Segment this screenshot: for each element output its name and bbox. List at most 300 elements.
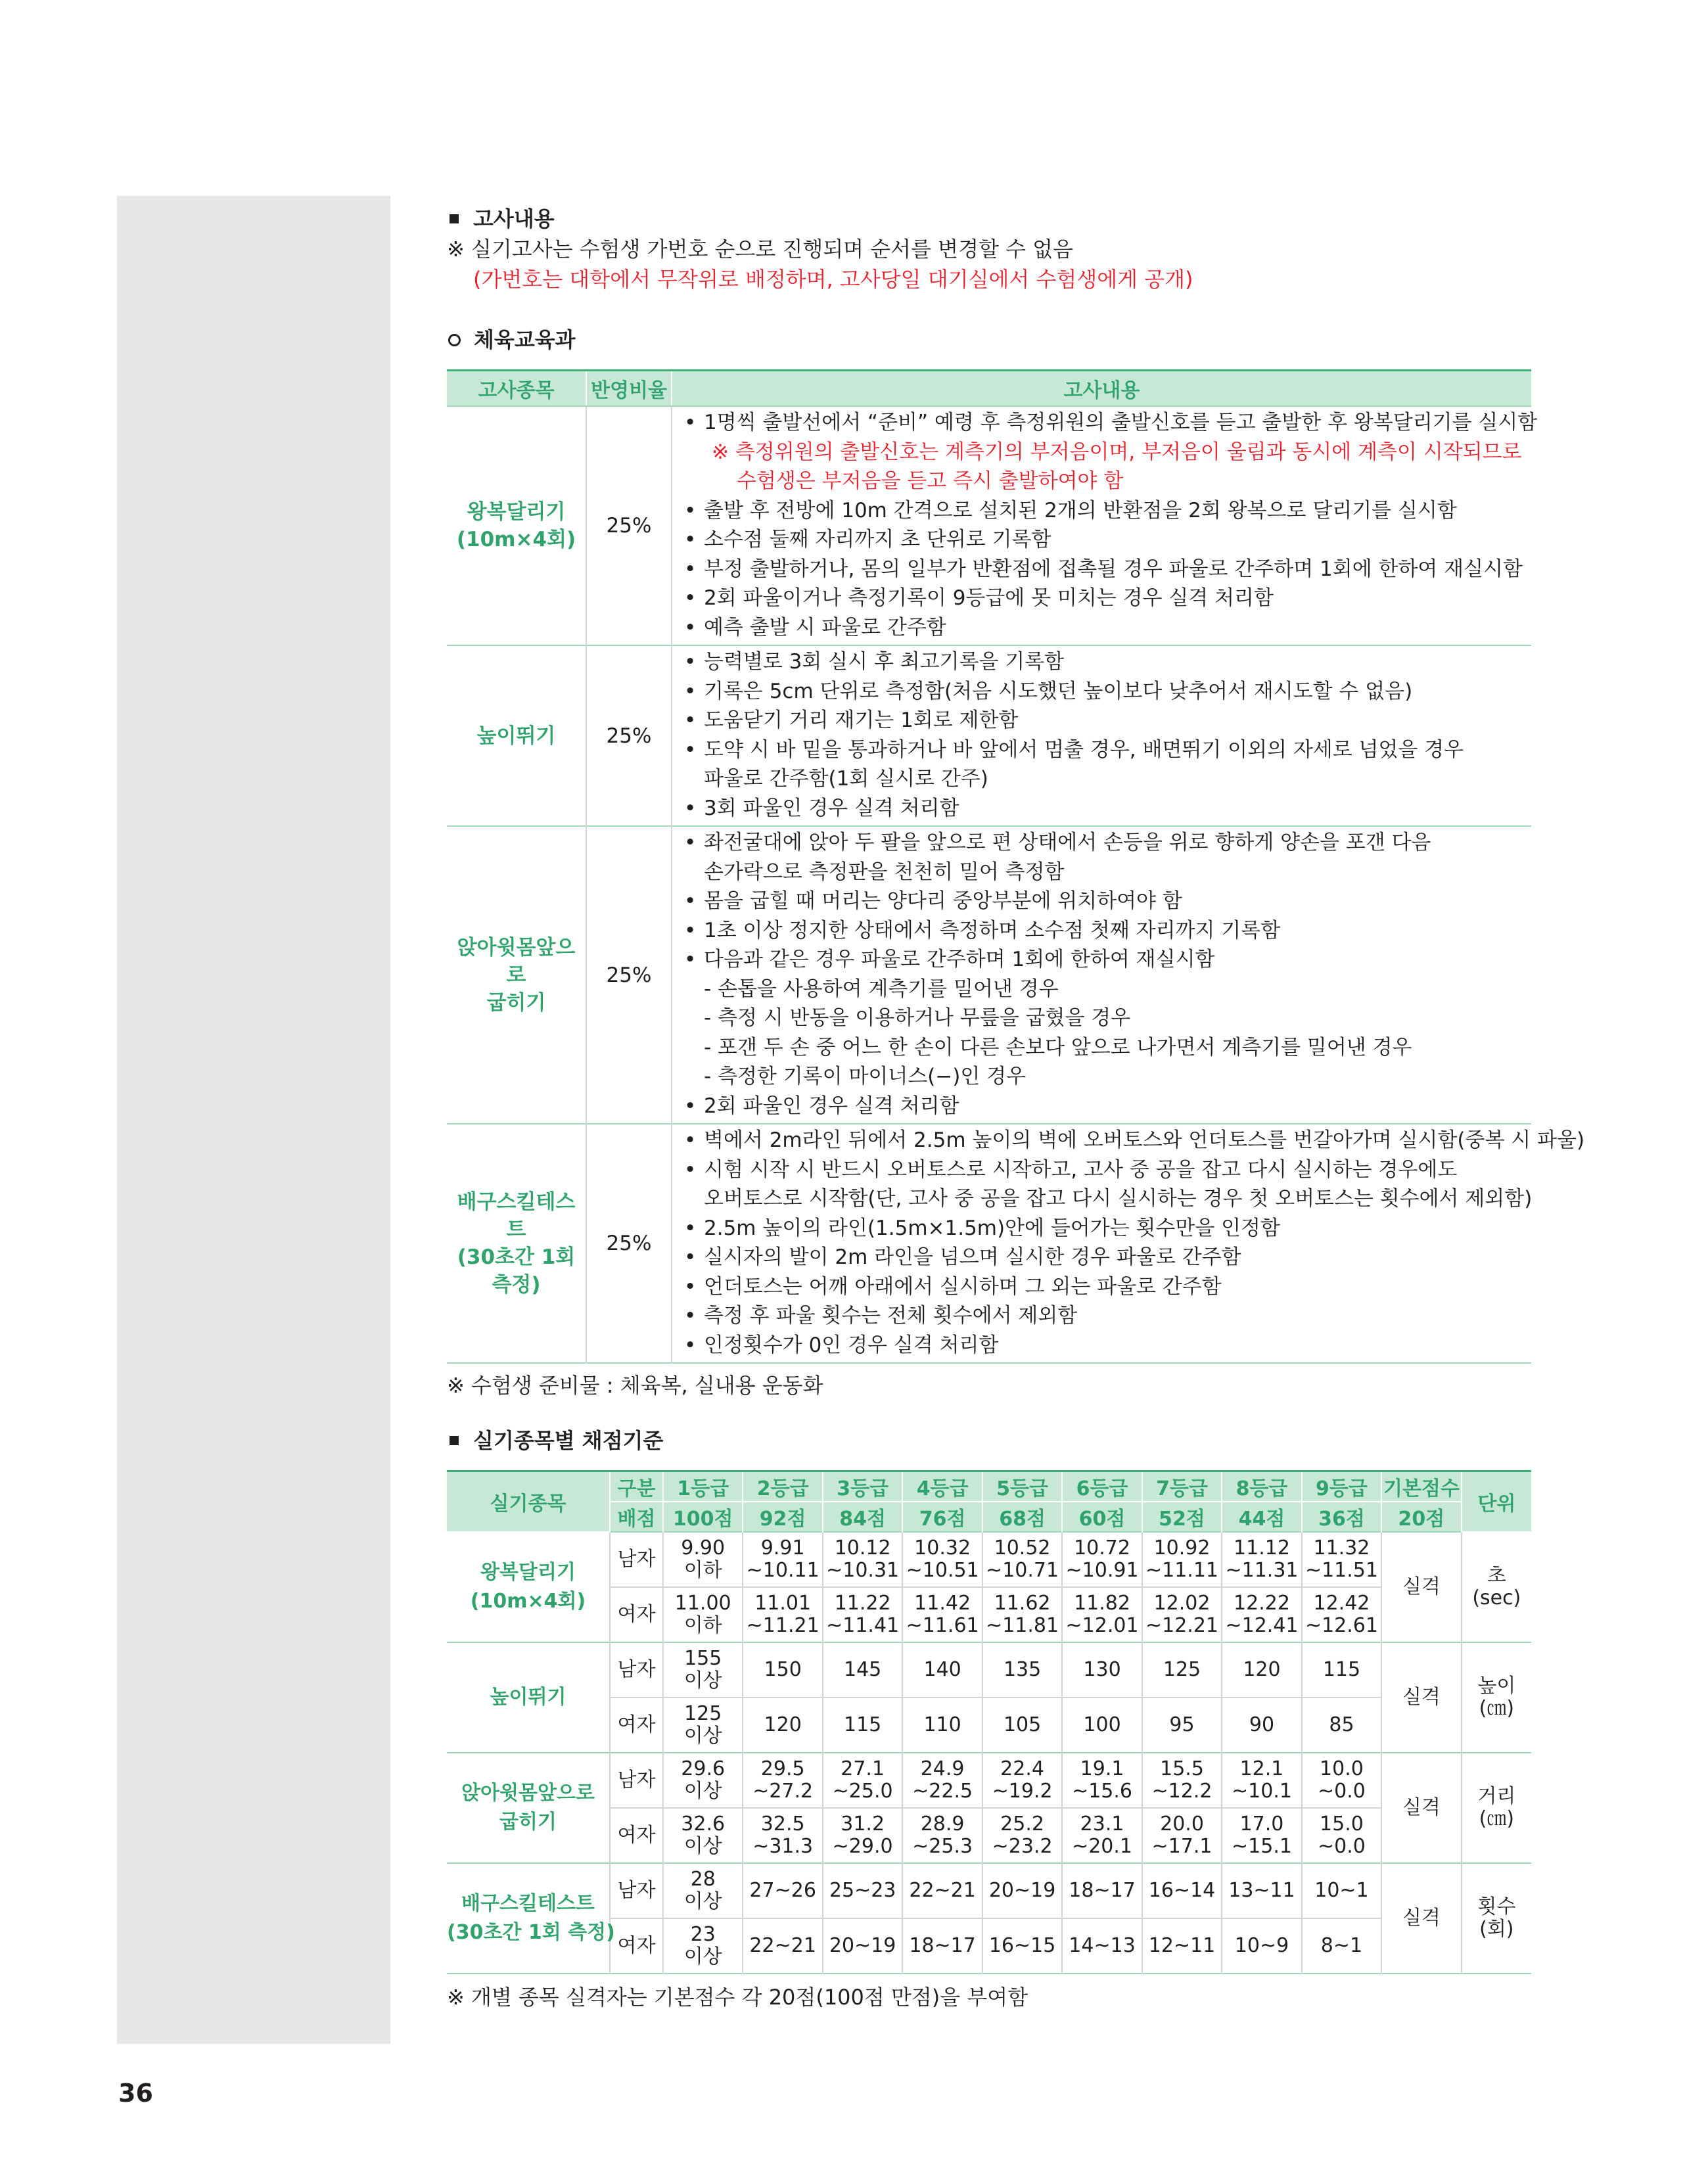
score-cell-line: 23 — [690, 1923, 716, 1946]
exam-row — [447, 826, 1531, 1124]
score-cell-line: 115 — [844, 1713, 882, 1736]
score-cell-line: ~11.11 — [1145, 1559, 1219, 1582]
score-cell-line: 24.9 — [920, 1757, 965, 1780]
score-cell — [982, 1918, 1062, 1974]
score-cell-line: ~12.21 — [1145, 1614, 1219, 1637]
bullet-line — [681, 794, 1531, 823]
bullet-text: 좌전굴대에 앉아 두 팔을 앞으로 편 상태에서 손등을 위로 향하게 양손을 포갠 다음 — [704, 831, 1431, 854]
score-cell-line: 16~15 — [988, 1934, 1056, 1957]
bullet-line — [681, 828, 1531, 858]
score-cell — [1302, 1753, 1381, 1808]
score-cell — [1302, 1587, 1381, 1642]
bullet-text: 다음과 같은 경우 파울로 간주하며 1회에 한하여 재실시함 — [704, 948, 1215, 971]
score-item-cell — [447, 1532, 610, 1642]
bullet-dot-icon: • — [684, 831, 697, 854]
score-cell-line: ~10.1 — [1232, 1780, 1292, 1803]
score-cell-line: ~31.3 — [752, 1835, 814, 1858]
bullet-text: 도움닫기 거리 재기는 1회로 제한함 — [704, 708, 1019, 732]
bullet-dot-icon: • — [684, 1274, 697, 1299]
unit-line: 거리 — [1477, 1785, 1516, 1808]
unit-line: (sec) — [1472, 1586, 1521, 1609]
score-cell — [743, 1532, 822, 1587]
points-row — [447, 1502, 1531, 1532]
score-cell-line: ~11.41 — [826, 1614, 900, 1637]
exam-item-name: 높이뛰기 — [476, 724, 556, 748]
score-cell-line: ~23.2 — [992, 1835, 1053, 1858]
continuation-line: 손가락으로 측정판을 천천히 밀어 측정함 — [704, 860, 1065, 884]
exam-table-header — [447, 371, 1531, 407]
score-cell-line: 11.42 — [914, 1592, 971, 1615]
bullet-text: 도약 시 바 밑을 통과하거나 바 앞에서 멈출 경우, 배면뛰기 이외의 자세로 넘었을 경우 — [704, 737, 1464, 762]
score-cell — [1142, 1532, 1222, 1587]
exam-ratio-cell: 25% — [586, 406, 672, 645]
exam-item-name: (30초간 1회 — [457, 1245, 576, 1269]
score-cell-line: 28 — [690, 1868, 716, 1891]
score-item-cell — [447, 1753, 610, 1863]
score-cell-line: ~17.1 — [1151, 1835, 1212, 1858]
exam-item-name: 굽히기 — [486, 990, 546, 1015]
score-cell-line: 155 — [684, 1647, 722, 1670]
bullet-line — [681, 1092, 1531, 1121]
grade-header: 7등급 — [1142, 1471, 1222, 1502]
sex-cell: 여자 — [610, 1808, 663, 1863]
score-cell — [743, 1642, 822, 1698]
unit-line: (회) — [1479, 1918, 1514, 1941]
bullet-line — [681, 496, 1531, 526]
score-cell-line: ~12.01 — [1065, 1614, 1139, 1637]
exam-content-cell — [672, 645, 1531, 826]
score-cell-line: 20~19 — [988, 1879, 1056, 1902]
score-row — [447, 1642, 1531, 1698]
score-cell-line: 125 — [684, 1702, 722, 1725]
score-cell — [1062, 1587, 1142, 1642]
header-score-label: 배점 — [610, 1502, 663, 1532]
score-cell-line: 12.1 — [1239, 1757, 1284, 1780]
bullet-dot-icon: • — [684, 796, 697, 820]
grade-header: 9등급 — [1302, 1471, 1381, 1502]
bullet-dot-icon: • — [684, 411, 697, 434]
bullet-dot-icon: • — [684, 1094, 697, 1118]
score-cell-line: 8~1 — [1320, 1934, 1363, 1957]
note-order-red: (가번호는 대학에서 무작위로 배정하며, 고사당일 대기실에서 수험생에게 공개) — [473, 267, 1193, 292]
score-cell — [902, 1587, 982, 1642]
score-cell-line: ~10.11 — [746, 1559, 819, 1582]
exam-content-cell — [672, 1124, 1585, 1363]
score-cell — [1142, 1698, 1222, 1753]
score-cell — [823, 1808, 902, 1863]
bullet-line — [681, 945, 1531, 975]
note-order: ※ 실기고사는 수험생 가번호 순으로 진행되며 순서를 변경할 수 없음 — [447, 237, 1073, 262]
points-header: 68점 — [982, 1502, 1062, 1532]
score-cell-line: 28.9 — [920, 1813, 965, 1836]
base-score-cell: 실격 — [1381, 1532, 1461, 1642]
score-cell-line: 이하 — [683, 1614, 722, 1637]
score-cell-line: 125 — [1163, 1658, 1201, 1681]
score-cell-line: 16~14 — [1148, 1879, 1216, 1902]
score-cell — [663, 1532, 743, 1587]
score-cell-line: 23.1 — [1080, 1813, 1124, 1836]
exam-ratio-cell: 25% — [586, 1124, 672, 1363]
score-cell — [1302, 1698, 1381, 1753]
score-cell-line: 32.5 — [760, 1813, 805, 1836]
page-content — [447, 204, 1585, 2012]
unit-cell — [1462, 1642, 1531, 1753]
score-cell-line: ~12.61 — [1304, 1614, 1378, 1637]
exam-ratio-cell: 25% — [586, 826, 672, 1124]
score-cell-line: 85 — [1329, 1713, 1354, 1736]
bullet-dot-icon: • — [684, 650, 697, 674]
score-row — [447, 1863, 1531, 1918]
score-cell-line: 이상 — [683, 1780, 722, 1803]
grade-header: 2등급 — [743, 1471, 822, 1502]
bullet-text: 3회 파울인 경우 실격 처리함 — [704, 796, 959, 820]
bullet-line — [681, 706, 1531, 735]
base-score-cell: 실격 — [1381, 1863, 1461, 1974]
score-cell-line: 20.0 — [1160, 1813, 1204, 1836]
score-cell — [823, 1753, 902, 1808]
score-cell — [902, 1642, 982, 1698]
score-cell-line: ~12.41 — [1225, 1614, 1299, 1637]
header-unit: 단위 — [1462, 1471, 1531, 1533]
unit-cell — [1462, 1863, 1531, 1974]
score-cell-line: ~0.0 — [1318, 1835, 1366, 1858]
points-header: 76점 — [902, 1502, 982, 1532]
left-sidebar-band — [117, 196, 390, 2044]
score-cell — [1222, 1532, 1301, 1587]
red-note-line: 수험생은 부저음을 듣고 즉시 출발하여야 함 — [737, 469, 1124, 493]
grade-header: 4등급 — [902, 1471, 982, 1502]
score-cell-line: 14~13 — [1069, 1934, 1136, 1957]
score-cell-line: ~11.61 — [906, 1614, 979, 1637]
square-bullet-icon — [450, 1436, 459, 1445]
score-cell — [982, 1863, 1062, 1918]
bullet-text: 2.5m 높이의 라인(1.5m×1.5m)안에 들어가는 횟수만을 인정함 — [704, 1216, 1280, 1240]
score-cell — [743, 1753, 822, 1808]
score-cell-line: 120 — [764, 1713, 802, 1736]
bullet-text: 소수점 둘째 자리까지 초 단위로 기록함 — [704, 528, 1051, 551]
score-cell-line: 150 — [764, 1658, 802, 1681]
score-cell — [743, 1587, 822, 1642]
scoring-footnote: ※ 개별 종목 실격자는 기본점수 각 20점(100점 만점)을 부여함 — [447, 1985, 1028, 2010]
score-item-cell — [447, 1642, 610, 1753]
score-item-name: (30초간 1회 측정) — [447, 1921, 615, 1944]
points-header: 84점 — [823, 1502, 902, 1532]
score-cell — [1302, 1863, 1381, 1918]
score-cell-line: 10~9 — [1234, 1934, 1289, 1957]
score-cell-line: ~0.0 — [1318, 1780, 1366, 1803]
score-cell-line: 29.5 — [760, 1757, 805, 1780]
points-header: 52점 — [1142, 1502, 1222, 1532]
score-cell — [1142, 1753, 1222, 1808]
sex-cell: 남자 — [610, 1863, 663, 1918]
red-note-line: ※ 측정위원의 출발신호는 계측기의 부저음이며, 부저음이 울림과 동시에 계측이 시작되므로 — [712, 440, 1522, 464]
sex-cell: 여자 — [610, 1587, 663, 1642]
score-cell — [663, 1698, 743, 1753]
points-header: 44점 — [1222, 1502, 1301, 1532]
bullet-dot-icon: • — [684, 1245, 697, 1269]
score-row — [447, 1753, 1531, 1808]
bullet-line — [681, 613, 1531, 643]
score-cell-line: ~10.71 — [986, 1559, 1059, 1582]
bullet-dot-icon: • — [684, 1304, 697, 1328]
score-cell — [663, 1863, 743, 1918]
score-cell — [982, 1753, 1062, 1808]
bullet-text: 실시자의 발이 2m 라인을 넘으며 실시한 경우 파울로 간주함 — [704, 1245, 1241, 1269]
exam-item-cell — [447, 826, 586, 1124]
grade-header: 6등급 — [1062, 1471, 1142, 1502]
score-cell-line: ~19.2 — [992, 1780, 1053, 1803]
score-cell — [1062, 1532, 1142, 1587]
score-cell — [1302, 1642, 1381, 1698]
bullet-text: 언더토스는 어깨 아래에서 실시하며 그 외는 파울로 간주함 — [704, 1274, 1222, 1299]
score-cell-line: 90 — [1249, 1713, 1275, 1736]
bullet-dot-icon: • — [684, 1216, 697, 1240]
score-cell-line: 10.0 — [1320, 1757, 1364, 1780]
score-cell — [1222, 1753, 1301, 1808]
score-cell — [1142, 1642, 1222, 1698]
score-cell — [663, 1808, 743, 1863]
grade-header: 5등급 — [982, 1471, 1062, 1502]
score-cell — [823, 1918, 902, 1974]
points-header: 92점 — [743, 1502, 822, 1532]
score-cell-line: 15.5 — [1160, 1757, 1204, 1780]
score-cell-line: 12.22 — [1234, 1592, 1290, 1615]
score-cell-line: 100 — [1083, 1713, 1121, 1736]
bullet-dot-icon: • — [684, 737, 697, 762]
score-cell-line: 95 — [1169, 1713, 1195, 1736]
score-cell — [823, 1863, 902, 1918]
bullet-line — [681, 408, 1538, 438]
score-cell — [1222, 1918, 1301, 1974]
score-cell-line: 이상 — [683, 1835, 722, 1858]
sex-cell: 남자 — [610, 1532, 663, 1587]
score-cell-line: 27~26 — [749, 1879, 816, 1902]
score-cell-line: ~20.1 — [1072, 1835, 1133, 1858]
dash-line: - 손톱을 사용하여 계측기를 밀어낸 경우 — [704, 977, 1059, 1001]
points-header: 60점 — [1062, 1502, 1142, 1532]
exam-row — [447, 1124, 1531, 1363]
bullet-text: 부정 출발하거나, 몸의 일부가 반환점에 접촉될 경우 파울로 간주하며 1회에 한하여 재실시함 — [704, 557, 1523, 581]
continuation-line: 오버토스로 시작함(단, 고사 중 공을 잡고 다시 실시하는 경우 첫 오버토스는 횟수에서 제외함) — [704, 1187, 1533, 1211]
bullet-text: 예측 출발 시 파울로 간주함 — [704, 615, 946, 639]
grade-header: 8등급 — [1222, 1471, 1301, 1502]
bullet-text: 시험 시작 시 반드시 오버토스로 시작하고, 고사 중 공을 잡고 다시 실시하는 경우에도 — [704, 1157, 1458, 1182]
score-cell-line: 11.62 — [994, 1592, 1051, 1615]
exam-item-name: 앉아윗몸앞으로 — [457, 935, 576, 987]
bullet-dot-icon: • — [684, 615, 697, 639]
sex-cell: 여자 — [610, 1698, 663, 1753]
continuation-line: 파울로 간주함(1회 실시로 간주) — [704, 767, 988, 791]
bullet-line — [681, 1243, 1531, 1272]
dept-heading: 체육교육과 — [447, 325, 1531, 355]
score-item-name: 굽히기 — [499, 1811, 557, 1834]
score-row — [447, 1532, 1531, 1587]
section-heading-scoring: 실기종목별 채점기준 — [447, 1425, 1531, 1456]
exam-item-cell — [447, 645, 586, 826]
bullet-text: 기록은 5cm 단위로 측정함(처음 시도했던 높이보다 낮추어서 재시도할 수 없음) — [704, 679, 1413, 703]
dash-line: - 포갠 두 손 중 어느 한 손이 다른 손보다 앞으로 나가면서 계측기를 밀어낸 경우 — [704, 1035, 1412, 1059]
score-cell-line: 10.72 — [1074, 1537, 1130, 1560]
score-cell-line: 이상 — [683, 1945, 722, 1968]
bullet-text: 1명씩 출발선에서 “준비” 예령 후 측정위원의 출발신호를 듣고 출발한 후 왕복달리기를 실시함 — [704, 411, 1538, 434]
bullet-line — [681, 647, 1531, 677]
score-cell — [1062, 1808, 1142, 1863]
score-cell-line: ~11.51 — [1304, 1559, 1378, 1582]
score-cell — [823, 1587, 902, 1642]
bullet-line — [681, 525, 1531, 555]
bullet-dot-icon: • — [684, 498, 697, 522]
bullet-text: 1초 이상 정지한 상태에서 측정하며 소수점 첫째 자리까지 기록함 — [704, 918, 1281, 942]
bullet-text: 출발 후 전방에 10m 간격으로 설치된 2개의 반환점을 2회 왕복으로 달리기를 실시함 — [704, 498, 1457, 522]
score-cell-line: 11.12 — [1234, 1537, 1290, 1560]
score-cell-line: 105 — [1003, 1713, 1042, 1736]
score-cell-line: 17.0 — [1239, 1813, 1284, 1836]
score-cell-line: 135 — [1003, 1658, 1042, 1681]
bullet-dot-icon: • — [684, 586, 697, 610]
score-cell — [1142, 1863, 1222, 1918]
score-cell-line: 31.2 — [841, 1813, 885, 1836]
page-number: 36 — [118, 2079, 153, 2108]
score-cell-line: 10.92 — [1153, 1537, 1211, 1560]
score-cell-line: 19.1 — [1080, 1757, 1124, 1780]
score-cell-line: 이상 — [683, 1890, 722, 1913]
score-cell — [743, 1918, 822, 1974]
score-cell-line: 18~17 — [1069, 1879, 1136, 1902]
bullet-line — [681, 887, 1531, 916]
bullet-dot-icon: • — [684, 708, 697, 732]
score-cell-line: 22.4 — [1000, 1757, 1044, 1780]
bullet-line — [681, 1155, 1531, 1185]
score-cell-line: 이상 — [683, 1724, 722, 1747]
score-cell — [982, 1808, 1062, 1863]
bullet-line — [681, 677, 1531, 706]
score-cell-line: 145 — [844, 1658, 882, 1681]
score-cell — [1222, 1808, 1301, 1863]
exam-table-body — [447, 406, 1585, 1363]
score-cell — [1222, 1642, 1301, 1698]
score-cell-line: 10.52 — [994, 1537, 1051, 1560]
score-cell-line: 25~23 — [829, 1879, 896, 1902]
score-cell-line: 9.90 — [681, 1537, 726, 1560]
base-score-cell: 실격 — [1381, 1753, 1461, 1863]
score-cell — [902, 1753, 982, 1808]
header-grade-label: 구분 — [610, 1471, 663, 1502]
header-content: 고사내용 — [672, 371, 1531, 407]
score-cell — [1222, 1863, 1301, 1918]
score-cell-line: ~25.0 — [832, 1780, 893, 1803]
score-cell — [1062, 1918, 1142, 1974]
score-cell-line: 32.6 — [681, 1813, 726, 1836]
score-cell-line: 이상 — [683, 1669, 722, 1692]
score-cell-line: 10.12 — [834, 1537, 891, 1560]
score-cell — [663, 1642, 743, 1698]
circle-bullet-icon — [448, 334, 461, 346]
score-cell — [663, 1587, 743, 1642]
unit-line: (㎝) — [1479, 1697, 1515, 1720]
score-cell-line: 이하 — [683, 1559, 722, 1582]
score-cell-line: ~11.21 — [746, 1614, 819, 1637]
exam-ratio-cell: 25% — [586, 645, 672, 826]
bullet-text: 2회 파울인 경우 실격 처리함 — [704, 1094, 959, 1118]
score-cell — [1142, 1918, 1222, 1974]
score-cell-line: 130 — [1083, 1658, 1121, 1681]
score-item-cell — [447, 1863, 615, 1974]
exam-row — [447, 645, 1531, 826]
score-cell — [663, 1753, 743, 1808]
bullet-line — [681, 916, 1531, 946]
sex-cell: 여자 — [610, 1918, 663, 1974]
bullet-dot-icon: • — [684, 889, 697, 913]
score-cell — [743, 1808, 822, 1863]
score-cell-line: ~15.6 — [1072, 1780, 1133, 1803]
dash-line: - 측정한 기록이 마이너스(−)인 경우 — [704, 1065, 1027, 1088]
score-cell-line: 25.2 — [1000, 1813, 1044, 1836]
score-cell — [902, 1918, 982, 1974]
bullet-line — [681, 1126, 1585, 1155]
sex-cell: 남자 — [610, 1753, 663, 1808]
score-cell — [823, 1698, 902, 1753]
score-cell-line: ~11.31 — [1225, 1559, 1299, 1582]
score-cell — [982, 1642, 1062, 1698]
bullet-dot-icon: • — [684, 557, 697, 581]
score-cell-line: 22~21 — [749, 1934, 816, 1957]
score-item-name: 배구스킬테스트 — [461, 1892, 595, 1915]
score-cell-line: 140 — [923, 1658, 961, 1681]
score-cell — [1302, 1532, 1381, 1587]
bullet-dot-icon: • — [684, 1333, 697, 1357]
score-cell — [743, 1863, 822, 1918]
bullet-line — [681, 1331, 1531, 1360]
grade-header: 3등급 — [823, 1471, 902, 1502]
bullet-text: 인정횟수가 0인 경우 실격 처리함 — [704, 1333, 999, 1357]
score-cell-line: ~15.1 — [1232, 1835, 1292, 1858]
bullet-dot-icon: • — [684, 528, 697, 551]
points-header: 36점 — [1302, 1502, 1381, 1532]
score-cell — [1302, 1808, 1381, 1863]
score-cell — [1142, 1808, 1222, 1863]
points-header: 20점 — [1381, 1502, 1461, 1532]
score-cell-line: 20~19 — [829, 1934, 896, 1957]
bullet-text: 능력별로 3회 실시 후 최고기록을 기록함 — [704, 650, 1065, 674]
unit-line: 초 — [1487, 1564, 1506, 1587]
score-cell-line: 22~21 — [909, 1879, 976, 1902]
score-cell-line: ~22.5 — [912, 1780, 973, 1803]
points-header: 100점 — [663, 1502, 743, 1532]
score-cell-line: ~11.81 — [986, 1614, 1059, 1637]
square-bullet-icon — [450, 214, 459, 223]
bullet-line — [681, 555, 1531, 584]
bullet-dot-icon: • — [684, 918, 697, 942]
exam-item-name: 측정) — [492, 1273, 541, 1297]
unit-cell — [1462, 1753, 1531, 1863]
score-cell-line: ~12.2 — [1151, 1780, 1212, 1803]
scoring-table-body — [447, 1532, 1531, 1974]
score-cell-line: 115 — [1322, 1658, 1361, 1681]
exam-content-cell — [672, 826, 1531, 1124]
score-cell-line: 11.00 — [674, 1592, 731, 1615]
grade-header: 1등급 — [663, 1471, 743, 1502]
score-cell-line: ~29.0 — [832, 1835, 893, 1858]
score-cell — [902, 1698, 982, 1753]
score-cell-line: 12.02 — [1153, 1592, 1211, 1615]
score-cell — [1062, 1698, 1142, 1753]
score-cell-line: 13~11 — [1228, 1879, 1295, 1902]
score-cell-line: 9.91 — [760, 1537, 805, 1560]
exam-item-cell — [447, 1124, 586, 1363]
score-cell — [902, 1532, 982, 1587]
bullet-line — [681, 584, 1531, 613]
score-cell-line: 29.6 — [681, 1757, 726, 1780]
